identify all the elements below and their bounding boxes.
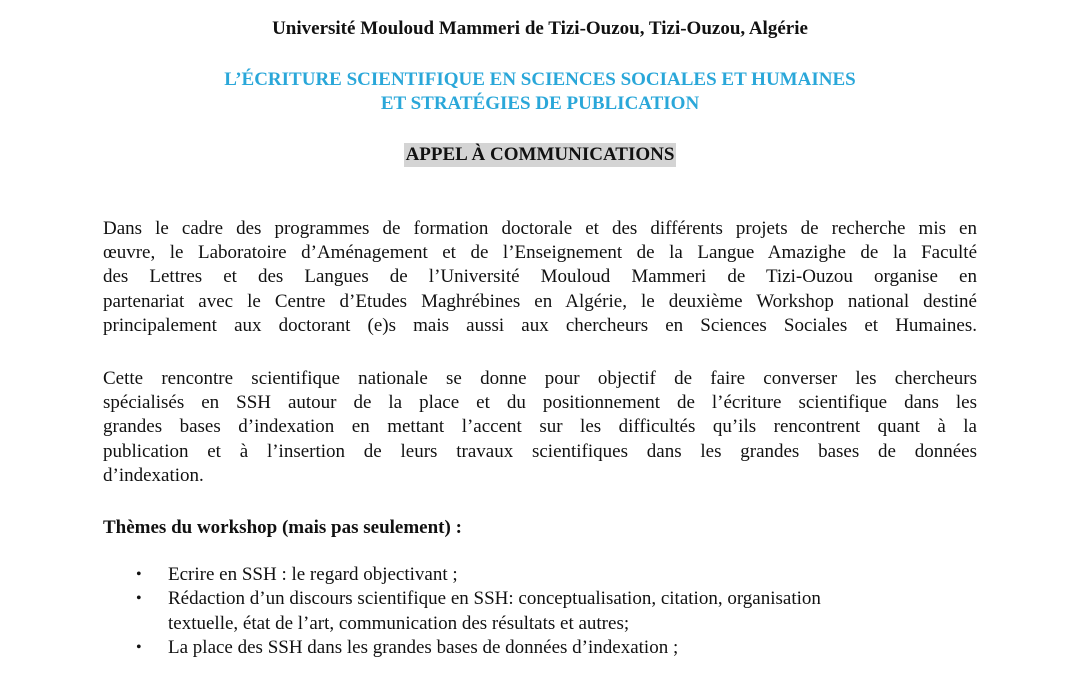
- call-for-papers-label: APPEL À COMMUNICATIONS: [405, 144, 675, 165]
- objective-paragraph: [103, 367, 977, 488]
- title-line-2: ET STRATÉGIES DE PUBLICATION: [380, 93, 700, 114]
- intro-line: des Lettres et des Langues de l’Université Mouloud Mammeri de Tizi-Ouzou organise en: [103, 266, 977, 288]
- themes-list: [134, 563, 954, 660]
- university-name: Université Mouloud Mammeri de Tizi-Ouzou, Tizi-Ouzou, Algérie: [272, 18, 808, 39]
- objective-line: d’indexation.: [103, 464, 204, 486]
- bullet-icon: •: [136, 590, 142, 608]
- intro-paragraph: [103, 217, 977, 338]
- objective-line: Cette rencontre scientifique nationale se donne pour objectif de faire converser les chercheurs: [103, 368, 977, 389]
- list-item-text-continued: textuelle, état de l’art, communication des résultats et autres;: [168, 612, 630, 634]
- objective-line: spécialisés en SSH autour de la place et du positionnement de l’écriture scientifique dans les: [103, 392, 977, 414]
- title-line-1: L’ÉCRITURE SCIENTIFIQUE EN SCIENCES SOCIALES ET HUMAINES: [224, 69, 856, 90]
- intro-line: Dans le cadre des programmes de formation doctorale et des différents projets de recherche mis en: [103, 218, 977, 239]
- list-item-text: La place des SSH dans les grandes bases de données d’indexation ;: [168, 636, 679, 658]
- objective-line: publication et à l’insertion de leurs travaux scientifiques dans les grandes bases de données: [103, 440, 977, 462]
- list-item: [134, 587, 954, 636]
- list-item-text: Ecrire en SSH : le regard objectivant ;: [168, 564, 458, 585]
- themes-heading: Thèmes du workshop (mais pas seulement) :: [103, 517, 462, 538]
- document-title: [0, 68, 1080, 116]
- bullet-icon: •: [136, 566, 142, 583]
- call-for-papers-heading: [0, 143, 1080, 167]
- intro-line: partenariat avec le Centre d’Etudes Maghrébines en Algérie, le deuxième Workshop national destiné: [103, 290, 977, 312]
- list-item: [134, 636, 954, 660]
- list-item-text: Rédaction d’un discours scientifique en SSH: conceptualisation, citation, organisation: [168, 588, 821, 610]
- list-item: [134, 563, 954, 587]
- objective-line: grandes bases d’indexation en mettant l’accent sur les difficultés qu’ils rencontrent quant à la: [103, 416, 977, 438]
- intro-line: œuvre, le Laboratoire d’Aménagement et de l’Enseignement de la Langue Amazighe de la Faculté: [103, 242, 977, 264]
- intro-line: principalement aux doctorant (e)s mais aussi aux chercheurs en Sciences Sociales et Humaines.: [103, 314, 977, 336]
- bullet-icon: •: [136, 638, 142, 656]
